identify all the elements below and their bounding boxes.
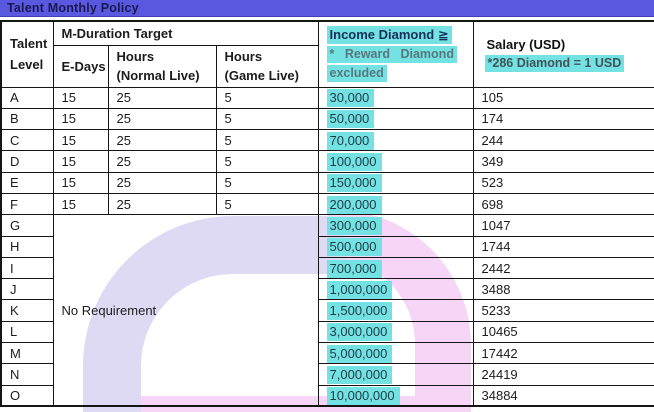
header-talent-line1: Talent [10, 36, 48, 52]
hours-game-cell: 5 [216, 151, 318, 172]
level-cell: H [1, 236, 53, 257]
level-cell: D [1, 151, 53, 172]
income-value: 1,000,000 [327, 281, 393, 299]
salary-cell: 523 [473, 172, 654, 193]
edays-cell: 15 [53, 193, 108, 214]
income-value: 300,000 [327, 217, 382, 235]
income-cell [318, 279, 473, 300]
income-cell [318, 364, 473, 385]
header-hours-game-live: Hours (Game Live) [216, 45, 318, 87]
edays-cell: 15 [53, 108, 108, 129]
income-value: 50,000 [327, 110, 375, 128]
income-value: 7,000,000 [327, 366, 393, 384]
header-m-duration-target: M-Duration Target [53, 21, 318, 45]
income-cell [318, 151, 473, 172]
level-cell: A [1, 87, 53, 108]
salary-cell: 5233 [473, 300, 654, 321]
income-cell [318, 193, 473, 214]
salary-title: Salary (USD) [486, 37, 566, 53]
income-value: 200,000 [327, 196, 382, 214]
income-cell [318, 300, 473, 321]
hours-normal-cell: 25 [108, 193, 216, 214]
salary-cell: 244 [473, 130, 654, 151]
edays-cell: 15 [53, 172, 108, 193]
hours-normal-cell: 25 [108, 130, 216, 151]
income-value: 1,500,000 [327, 302, 393, 320]
hours-normal-cell: 25 [108, 87, 216, 108]
hours-normal-cell: 25 [108, 151, 216, 172]
salary-cell: 17442 [473, 343, 654, 364]
income-cell [318, 257, 473, 278]
salary-cell: 349 [473, 151, 654, 172]
salary-cell: 24419 [473, 364, 654, 385]
salary-cell: 1047 [473, 215, 654, 236]
hours-game-cell: 5 [216, 108, 318, 129]
hours-game-cell: 5 [216, 87, 318, 108]
table-row-b [1, 108, 654, 129]
hours-game-cell: 5 [216, 172, 318, 193]
level-cell: L [1, 321, 53, 342]
no-requirement-cell: No Requirement [53, 215, 318, 407]
level-cell: J [1, 279, 53, 300]
policy-table-wrap [0, 20, 654, 412]
salary-cell: 34884 [473, 385, 654, 406]
header-talent-line2: Level [10, 57, 44, 73]
income-value: 30,000 [327, 89, 375, 107]
income-cell [318, 343, 473, 364]
income-cell [318, 385, 473, 406]
income-cell [318, 215, 473, 236]
level-cell: K [1, 300, 53, 321]
income-cell [318, 172, 473, 193]
salary-cell: 3488 [473, 279, 654, 300]
income-cell [318, 108, 473, 129]
level-cell: N [1, 364, 53, 385]
reward-diamond-note-line2: excluded [327, 65, 387, 82]
income-value: 70,000 [327, 132, 375, 150]
edays-cell: 15 [53, 151, 108, 172]
page-title: Talent Monthly Policy [7, 1, 139, 15]
income-value: 500,000 [327, 238, 382, 256]
header-salary-usd [473, 21, 654, 87]
income-diamond-title: Income Diamond ≧ [327, 26, 452, 44]
hours-normal-cell: 25 [108, 172, 216, 193]
income-cell [318, 236, 473, 257]
diamond-rate-note: *286 Diamond = 1 USD [485, 55, 625, 72]
level-cell: G [1, 215, 53, 236]
salary-cell: 10465 [473, 321, 654, 342]
income-value: 700,000 [327, 260, 382, 278]
edays-cell: 15 [53, 130, 108, 151]
header-hours-normal-live: Hours (Normal Live) [108, 45, 216, 87]
level-cell: F [1, 193, 53, 214]
title-bar [0, 0, 654, 17]
level-cell: B [1, 108, 53, 129]
level-cell: M [1, 343, 53, 364]
table-row-a [1, 87, 654, 108]
talent-policy-table [0, 20, 654, 407]
reward-diamond-note-line1: * Reward Diamond [327, 46, 457, 63]
table-row-f [1, 193, 654, 214]
salary-cell: 1744 [473, 236, 654, 257]
income-value: 3,000,000 [327, 323, 393, 341]
income-cell [318, 87, 473, 108]
hours-game-cell: 5 [216, 193, 318, 214]
salary-cell: 105 [473, 87, 654, 108]
hours-normal-cell: 25 [108, 108, 216, 129]
income-value: 100,000 [327, 153, 382, 171]
salary-cell: 2442 [473, 257, 654, 278]
salary-cell: 698 [473, 193, 654, 214]
income-cell [318, 130, 473, 151]
edays-cell: 15 [53, 87, 108, 108]
salary-cell: 174 [473, 108, 654, 129]
level-cell: I [1, 257, 53, 278]
header-income-diamond [318, 21, 473, 87]
hours-game-cell: 5 [216, 130, 318, 151]
income-cell [318, 321, 473, 342]
table-row-g [1, 215, 654, 236]
level-cell: O [1, 385, 53, 406]
table-row-c [1, 130, 654, 151]
income-value: 5,000,000 [327, 345, 393, 363]
table-row-d [1, 151, 654, 172]
income-value: 10,000,000 [327, 387, 400, 405]
level-cell: C [1, 130, 53, 151]
income-value: 150,000 [327, 174, 382, 192]
level-cell: E [1, 172, 53, 193]
header-e-days: E-Days [53, 45, 108, 87]
header-talent-level [1, 21, 53, 87]
table-row-e [1, 172, 654, 193]
